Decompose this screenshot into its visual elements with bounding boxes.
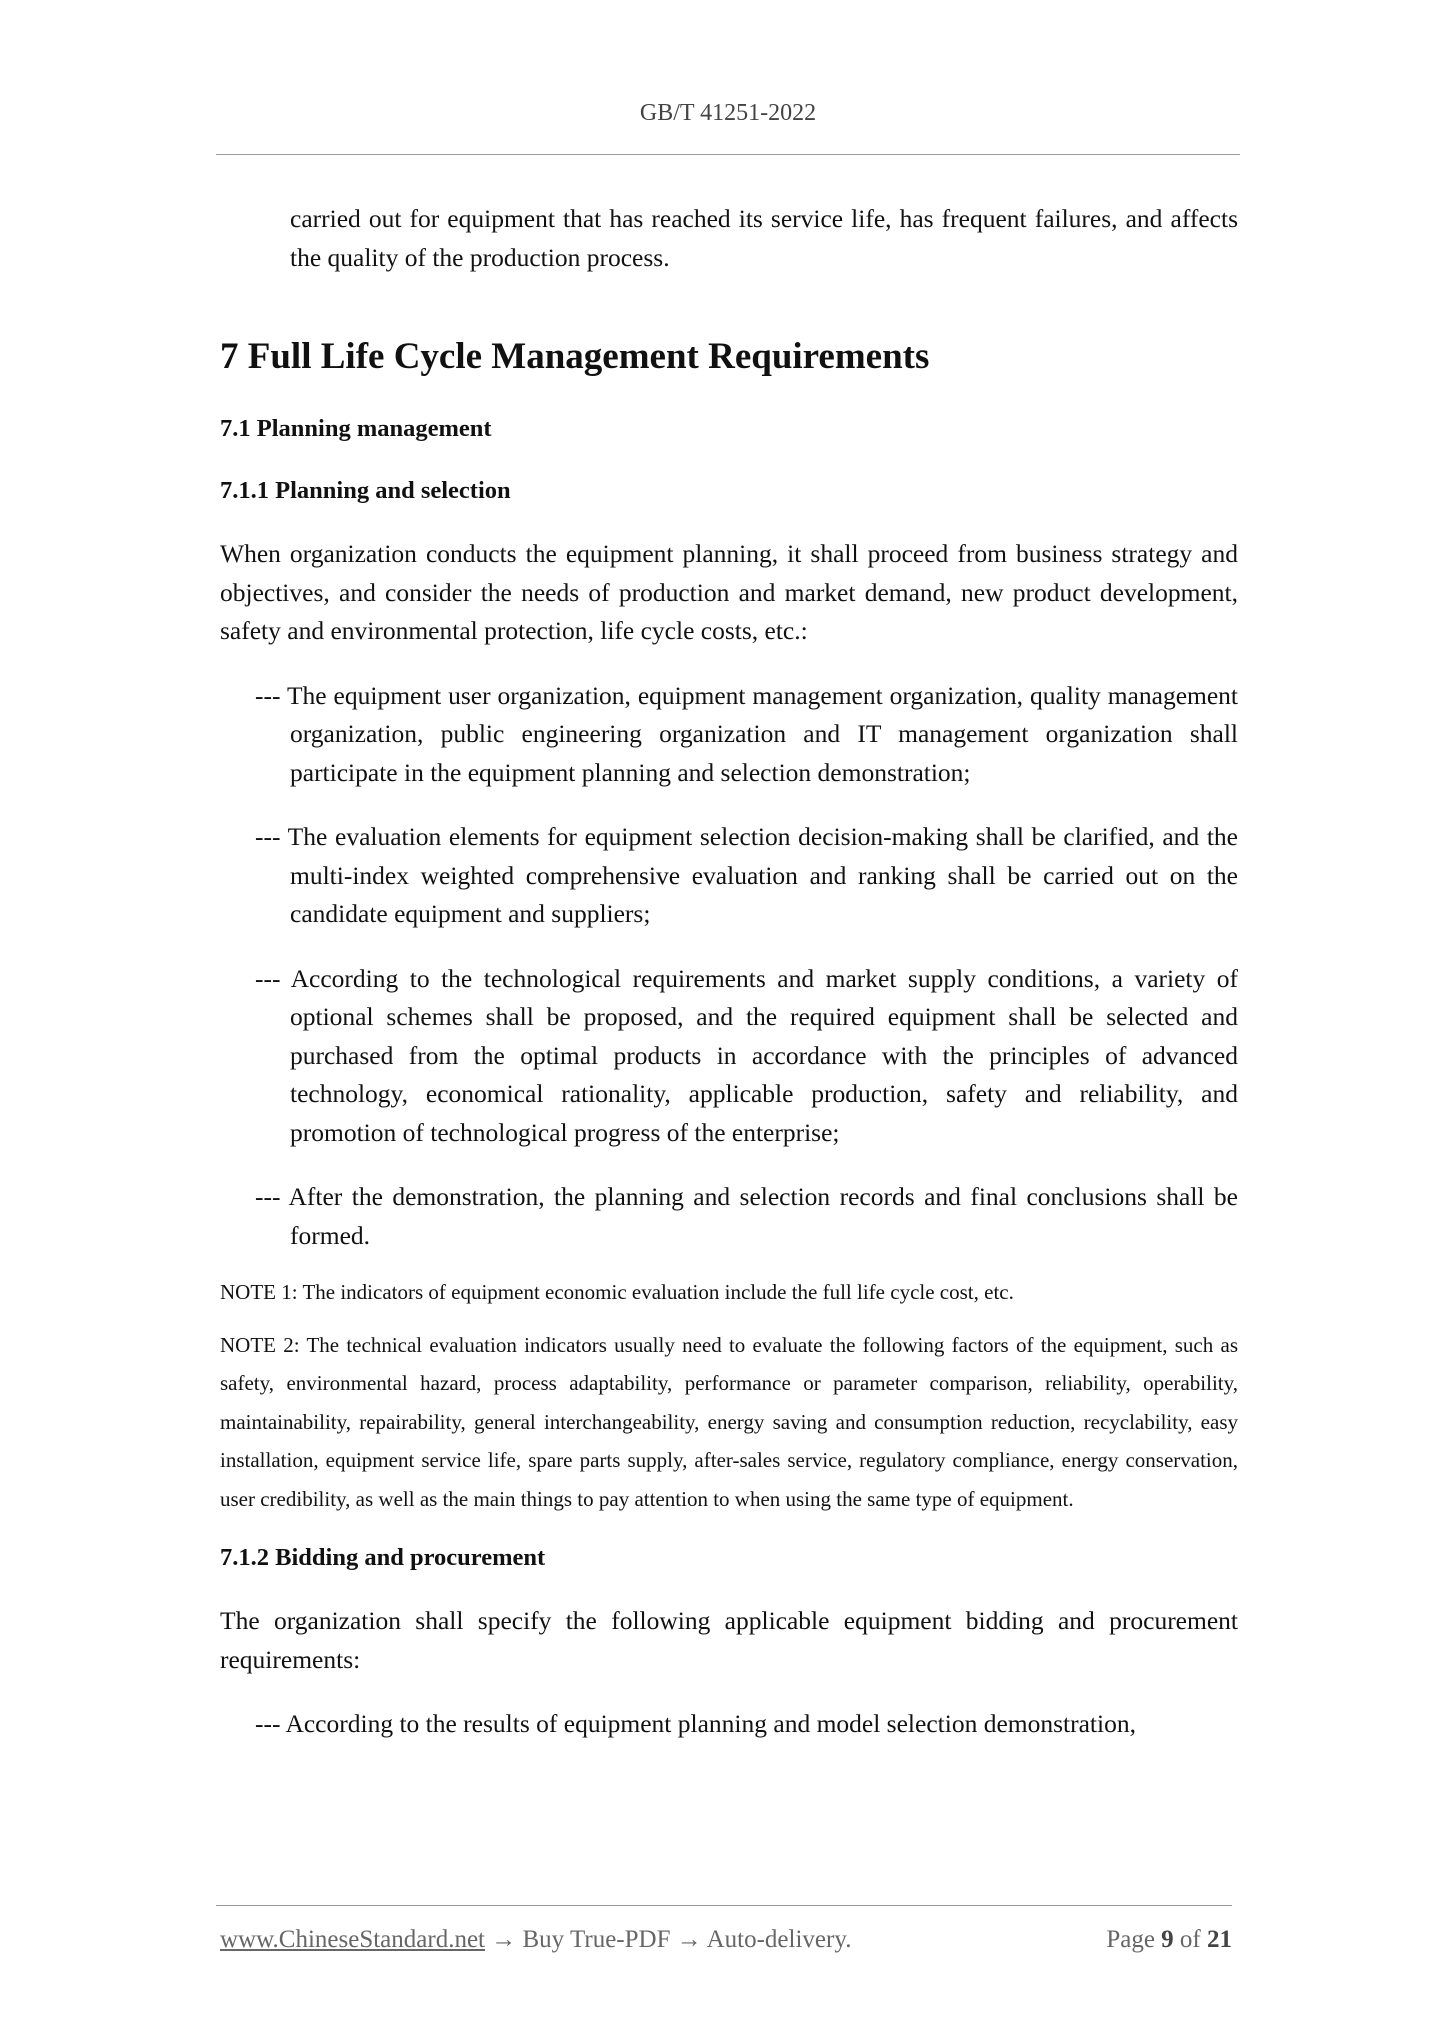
list-item: --- The evaluation elements for equipment selection decision-making shall be clarified, and the multi-index weighted comprehensive evaluation and ranking shall be carried out on the candidate equipment and suppliers; [255, 822, 1238, 928]
of-label: of [1179, 1926, 1201, 1953]
page-number: 9 [1161, 1926, 1174, 1953]
footer-divider [216, 1905, 1232, 1906]
note-2: NOTE 2: The technical evaluation indicators usually need to evaluate the following factors of the equipment, such as safety, environmental hazard, process adaptability, performance or parameter comparison, reliability, operability, maintainability, repairability, general interchangeability, energy saving and consumption reduction, recyclability, easy installation, equipment service life, spare parts supply, after-sales service, regulatory compliance, energy conservation, user credibility, as well as the main things to pay attention to when using the same type of equipment. [220, 1332, 1238, 1511]
total-pages: 21 [1207, 1926, 1232, 1953]
document-header: GB/T 41251-2022 [639, 100, 817, 126]
list-item: --- After the demonstration, the planning and selection records and final conclusions shall be formed. [255, 1182, 1238, 1250]
list-item: --- According to the results of equipment planning and model selection demonstration, [255, 1709, 1136, 1738]
header-divider [216, 154, 1240, 155]
subsubsection-heading-1: 7.1.1 Planning and selection [220, 477, 511, 504]
intro-paragraph-2: The organization shall specify the following applicable equipment bidding and procurement requirements: [220, 1606, 1238, 1674]
footer-tagline: → Buy True-PDF → Auto-delivery. [485, 1926, 852, 1953]
continuation-paragraph: carried out for equipment that has reached its service life, has frequent failures, and affects the quality of the production process. [290, 204, 1238, 272]
subsubsection-heading-2: 7.1.2 Bidding and procurement [220, 1544, 546, 1571]
list-item: --- The equipment user organization, equipment management organization, quality management organization, public engineering organization and IT management organization shall participate in the equipment planning and selection demonstration; [255, 680, 1238, 787]
page-indicator [1106, 1926, 1232, 1954]
section-heading: 7 Full Life Cycle Management Requirements [220, 336, 930, 377]
list-item: --- According to the technological requirements and market supply conditions, a variety of optional schemes shall be proposed, and the required equipment shall be selected and purchased from the optimal products in accordance with the principles of advanced technology, economical rationality, applicable production, safety and reliability, and promotion of technological progress of the enterprise; [255, 963, 1238, 1147]
website-link[interactable]: www.ChineseStandard.net [220, 1926, 485, 1953]
page-label: Page [1106, 1926, 1155, 1953]
footer-left [220, 1926, 851, 1954]
note-1: NOTE 1: The indicators of equipment economic evaluation include the full life cycle cost, etc. [220, 1280, 1014, 1304]
intro-paragraph-1: When organization conducts the equipment planning, it shall proceed from business strategy and objectives, and consider the needs of production and market demand, new product development, safety and environmental protection, life cycle costs, etc.: [220, 539, 1238, 645]
document-body [220, 200, 1238, 1744]
page-footer [220, 1926, 1232, 1954]
subsection-heading: 7.1 Planning management [220, 415, 492, 442]
